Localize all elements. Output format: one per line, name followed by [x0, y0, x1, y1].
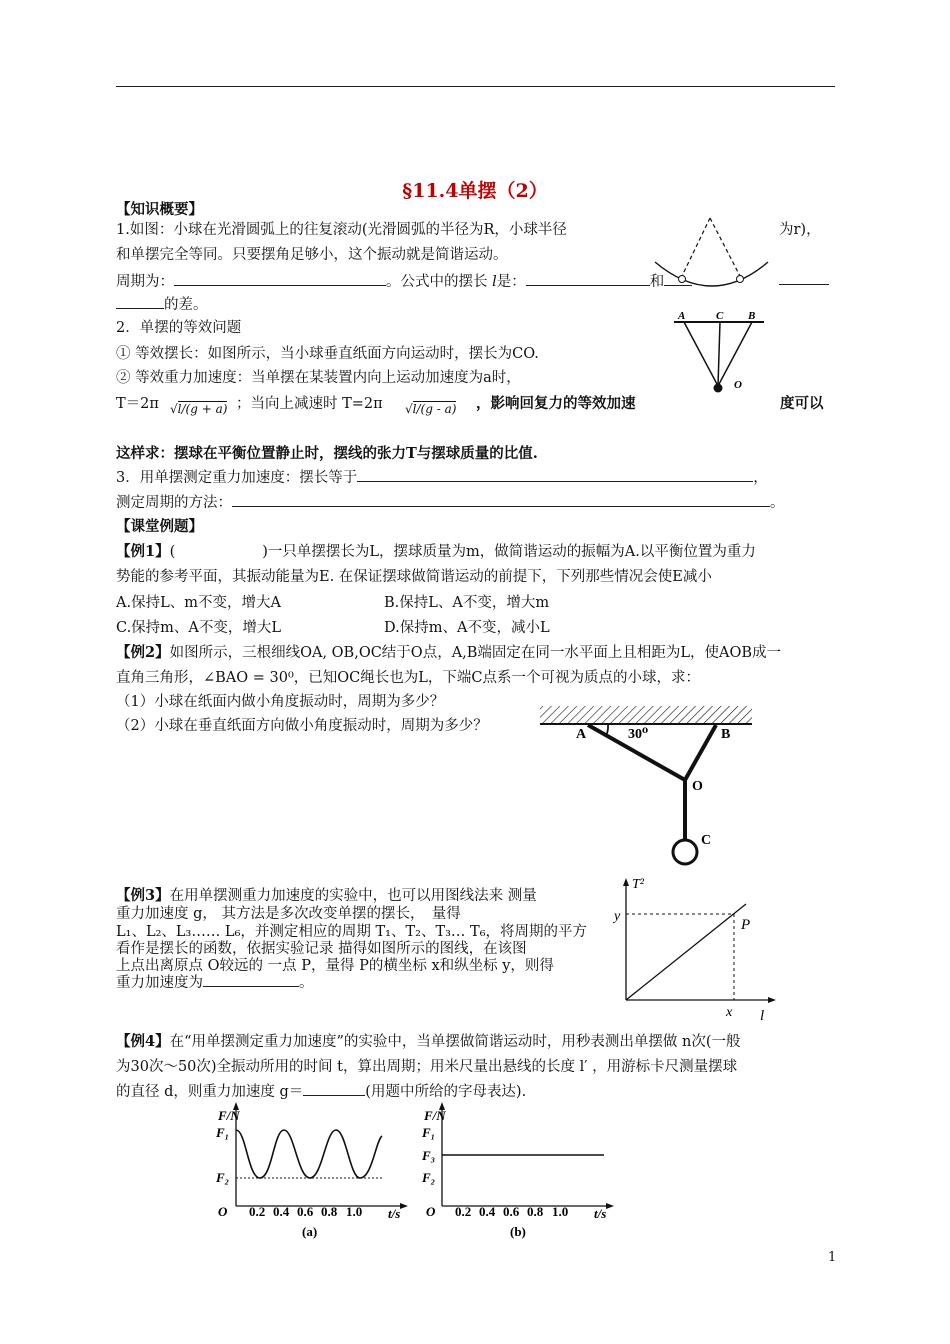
period-method-blank — [232, 492, 770, 507]
example3-line-4: 上点出离原点 O较远的 一点 P，量得 P的横坐标 x和纵坐标 y，则得 — [116, 958, 554, 974]
force-wave — [236, 1130, 382, 1178]
length-equals-blank — [357, 467, 753, 482]
x-label: x — [726, 1005, 733, 1020]
label-o: O — [734, 379, 742, 391]
bold-text-c: 这样求：摆球在平衡位置静止时，摆线的张力T与摆球质量的比值. — [116, 445, 538, 462]
knowledge-p3a-line: 3．用单摆测定重力加速度：摆长等于 ， — [116, 466, 768, 487]
example2-figure — [540, 700, 755, 870]
f3-label: F₃ — [422, 1148, 436, 1163]
example4-line-a: 【例4】在“用单摆测定重力加速度”的实验中，当单摆做简谐运动时，用秒表测出单摆做 n次(一般 — [116, 1033, 741, 1050]
string-co — [718, 322, 720, 386]
label-b: B — [721, 727, 731, 742]
ylabel: F/N — [218, 1108, 240, 1123]
example4-line-b: 为30次～50次)全振动所用的时间 t，算出周期；用米尺量出悬线的长度 l′ ，用游标卡尺测量摆球 — [116, 1059, 738, 1075]
ceiling-hatch — [540, 706, 752, 724]
f2-label: F₂ — [216, 1170, 230, 1185]
knowledge-p2-title: 2．单摆的等效问题 — [116, 320, 242, 336]
label-c: C — [716, 310, 724, 322]
tick-1-0: 1.0 — [346, 1204, 363, 1219]
g-answer-blank — [203, 972, 299, 987]
knowledge-p2-2: ② 等效重力加速度：当单摆在某装置内向上运动加速度为a时， — [116, 370, 521, 386]
example2-q1: （1）小球在纸面内做小角度振动时，周期为多少？ — [116, 694, 445, 710]
example3-line-0: 【例3】在用单摆测重力加速度的实验中，也可以用图线法来 测量 — [116, 887, 537, 904]
angle-label: 30⁰ — [628, 727, 649, 742]
example3-line-2: L₁、L₂、L₃…… L₆，并测定相应的周期 T₁、T₂、T₃… T₆，将周期的平方 — [116, 924, 588, 940]
example3-line-1: 重力加速度 g， 其方法是多次改变单摆的摆长， 量得 — [116, 906, 461, 922]
option-d: D.保持m、A不变，减小L — [384, 620, 550, 636]
is-label: 是： — [496, 274, 526, 290]
y-arrow — [623, 878, 629, 886]
option-b: B.保持L、A不变，增大m — [384, 595, 550, 611]
arc-dashed-right — [710, 218, 740, 276]
string-ob — [685, 725, 716, 780]
section-knowledge-header: 【知识概要】 — [116, 201, 203, 218]
fit-line — [626, 904, 746, 1000]
arc-dashed-left — [682, 218, 710, 276]
page-number: 1 — [828, 1250, 837, 1265]
knowledge-p3b-line: 测定周期的方法： 。 — [116, 491, 785, 512]
label-c: C — [701, 833, 712, 848]
example2-line-b: 直角三角形，∠BAO = 30⁰，已知OC绳长也为L，下端C点系一个可视为质点的小球，求： — [116, 670, 700, 686]
label-a: A — [678, 310, 686, 322]
t2-label: T² — [632, 877, 644, 892]
y-label: y — [614, 909, 621, 924]
f2-label: F₂ — [422, 1170, 436, 1185]
length-blank-1 — [526, 271, 650, 286]
caption-b: (b) — [510, 1224, 526, 1239]
origin-label: O — [426, 1204, 436, 1219]
tick-0-6: 0.6 — [297, 1204, 314, 1219]
ball-right — [737, 276, 744, 283]
x-arrow — [768, 997, 776, 1003]
sqrt-1: √l/(g + a) — [170, 402, 228, 416]
diff-label: 的差。 — [164, 297, 208, 313]
equivalent-length-figure — [672, 308, 772, 398]
sqrt-2: √l/(g - a) — [405, 402, 457, 416]
length-blank-2c — [116, 294, 164, 309]
section-classroom-header: 【课堂例题】 — [116, 518, 203, 535]
page-title: §11.4单摆（2） — [402, 180, 548, 202]
p-label: P — [741, 917, 751, 933]
caption-a: (a) — [302, 1224, 318, 1239]
diff-line — [116, 293, 208, 314]
t-eq1: T＝2π — [116, 396, 159, 412]
period-blank — [174, 271, 386, 286]
example4-line-c: 的直径 d，则重力加速度 g＝ (用题中所给的字母表达). — [116, 1080, 526, 1101]
knowledge-p1c: 和单摆完全等同。只要摆角足够小，这个振动就是简谐运动。 — [116, 247, 508, 263]
f1-label: F₁ — [216, 1125, 230, 1140]
example2-q2: （2）小球在垂直纸面方向做小角度振动时，周期为多少？ — [116, 718, 488, 734]
l-label: l — [760, 1008, 765, 1024]
ylabel: F/N — [424, 1108, 446, 1123]
t2-l-graph — [610, 874, 780, 1024]
example2-line-a: 【例2】如图所示，三根细线OA, OB,OC结于O点，A,B端固定在同一水平面上且相距为L，使AOB成一 — [116, 644, 782, 661]
header-rule — [116, 86, 835, 87]
length-blank-2b — [779, 270, 829, 285]
smooth-arc — [655, 262, 768, 286]
tick-0-6: 0.6 — [503, 1204, 520, 1219]
knowledge-p2-1: ① 等效摆长：如图所示，当小球垂直纸面方向运动时，摆长为CO. — [116, 346, 539, 362]
tick-0-4: 0.4 — [273, 1204, 290, 1219]
knowledge-p1b: 为r)， — [779, 222, 821, 238]
option-a: A.保持L、m不变，增大A — [116, 595, 281, 611]
example1-line-b: 势能的参考平面，其振动能量为E. 在保证摆球做简谐运动的前提下，下列那些情况会使E减小 — [116, 569, 712, 585]
origin-label: O — [218, 1204, 228, 1219]
example3-line-5: 重力加速度为 。 — [116, 971, 314, 992]
string-bo — [718, 322, 752, 386]
tick-0-2: 0.2 — [249, 1204, 266, 1219]
option-c: C.保持m、A不变，增大L — [116, 620, 282, 636]
tick-0-8: 0.8 — [321, 1204, 338, 1219]
tick-0-2: 0.2 — [455, 1204, 472, 1219]
force-graph-b — [420, 1100, 620, 1245]
f1-label: F₁ — [422, 1125, 436, 1140]
string-ao — [684, 322, 718, 386]
label-b: B — [748, 310, 756, 322]
g-expression-blank — [303, 1081, 365, 1096]
bold-text-a: ，影响回复力的等效加速 — [476, 395, 636, 412]
example3-line-3: 看作是摆长的函数，依据实验记录 描得如图所示的图线，在该图 — [116, 941, 527, 957]
tick-0-8: 0.8 — [527, 1204, 544, 1219]
tick-0-4: 0.4 — [479, 1204, 496, 1219]
x-arrow — [606, 1203, 614, 1209]
formula-prefix: 。公式中的摆长 — [386, 274, 488, 290]
xlabel: t/s — [594, 1206, 607, 1221]
ball-left — [679, 276, 686, 283]
ball-c — [673, 840, 697, 864]
knowledge-p1a: 1.如图：小球在光滑圆弧上的往复滚动(光滑圆弧的半径为R，小球半径 — [116, 222, 567, 238]
pendulum-bob — [714, 384, 723, 393]
l-variable: l — [492, 274, 497, 290]
tick-1-0: 1.0 — [552, 1204, 569, 1219]
period-line — [116, 270, 692, 291]
xlabel: t/s — [388, 1206, 401, 1221]
label-a: A — [576, 727, 587, 742]
and-label: 和 — [649, 274, 665, 290]
label-o: O — [692, 779, 703, 794]
period-label: 周期为： — [116, 274, 174, 290]
force-graph-a — [212, 1100, 412, 1245]
example1-line-a: 【例1】( )一只单摆摆长为L，摆球质量为m，做简谐运动的振幅为A.以平衡位置为重力 — [116, 543, 756, 560]
t-mid: ；当向上减速时 T=2π — [236, 396, 383, 412]
arc-pendulum-figure — [650, 210, 780, 290]
bold-text-b: 度可以 — [780, 395, 824, 412]
x-arrow — [400, 1203, 408, 1209]
